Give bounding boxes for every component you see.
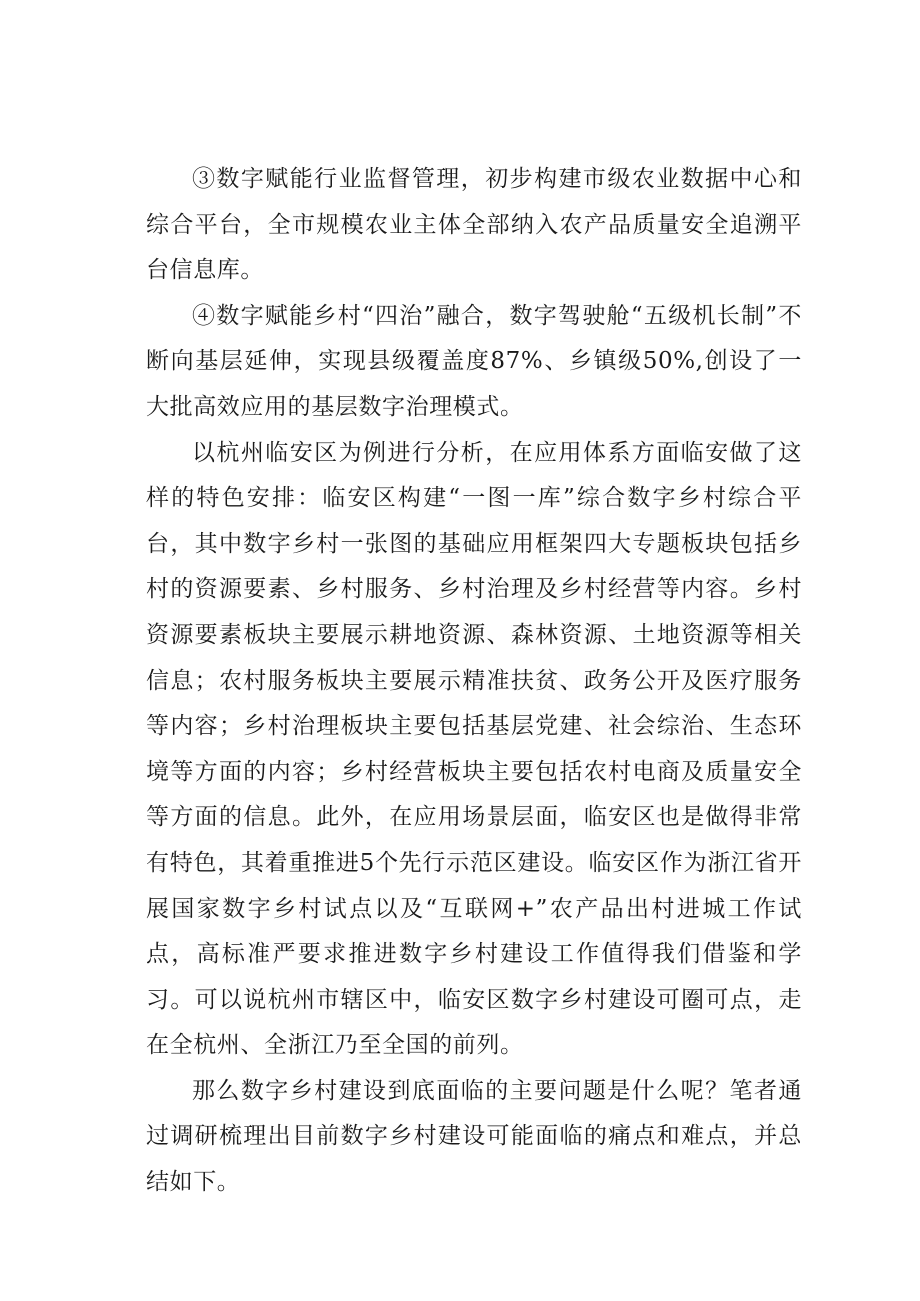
paragraph-four-governance: ④数字赋能乡村“四治”融合，数字驾驶舱“五级机长制”不断向基层延伸，实现县级覆盖度87%、乡镇级50%,创设了一大批高效应用的基层数字治理模式。 — [146, 302, 802, 420]
document-body — [146, 157, 802, 1206]
paragraph-problems-intro: 那么数字乡村建设到底面临的主要问题是什么呢？笔者通过调研梳理出目前数字乡村建设可能面临的痛点和难点，并总结如下。 — [146, 1077, 802, 1196]
paragraph-linan-case: 以杭州临安区为例进行分析，在应用体系方面临安做了这样的特色安排：临安区构建“一图一库”综合数字乡村综合平台，其中数字乡村一张图的基础应用框架四大专题板块包括乡村的资源要素、乡村服务、乡村治理及乡村经营等内容。乡村资源要素板块主要展示耕地资源、森林资源、土地资源等相关信息；农村服务板块主要展示精准扶贫、政务公开及医疗服务等内容；乡村治理板块主要包括基层党建、社会综治、生态环境等方面的内容；乡村经营板块主要包括农村电商及质量安全等方面的信息。此外，在应用场景层面，临安区也是做得非常有特色，其着重推进5个先行示范区建设。临安区作为浙江省开展国家数字乡村试点以及“互联网+”农产品出村进城工作试点，高标准严要求推进数字乡村建设工作值得我们借鉴和学习。可以说杭州市辖区中，临安区数字乡村建设可圈可点，走在全杭州、全浙江乃至全国的前列。 — [146, 439, 802, 1059]
paragraph-digital-supervision: ③数字赋能行业监督管理，初步构建市级农业数据中心和综合平台，全市规模农业主体全部纳入农产品质量安全追溯平台信息库。 — [146, 166, 802, 284]
